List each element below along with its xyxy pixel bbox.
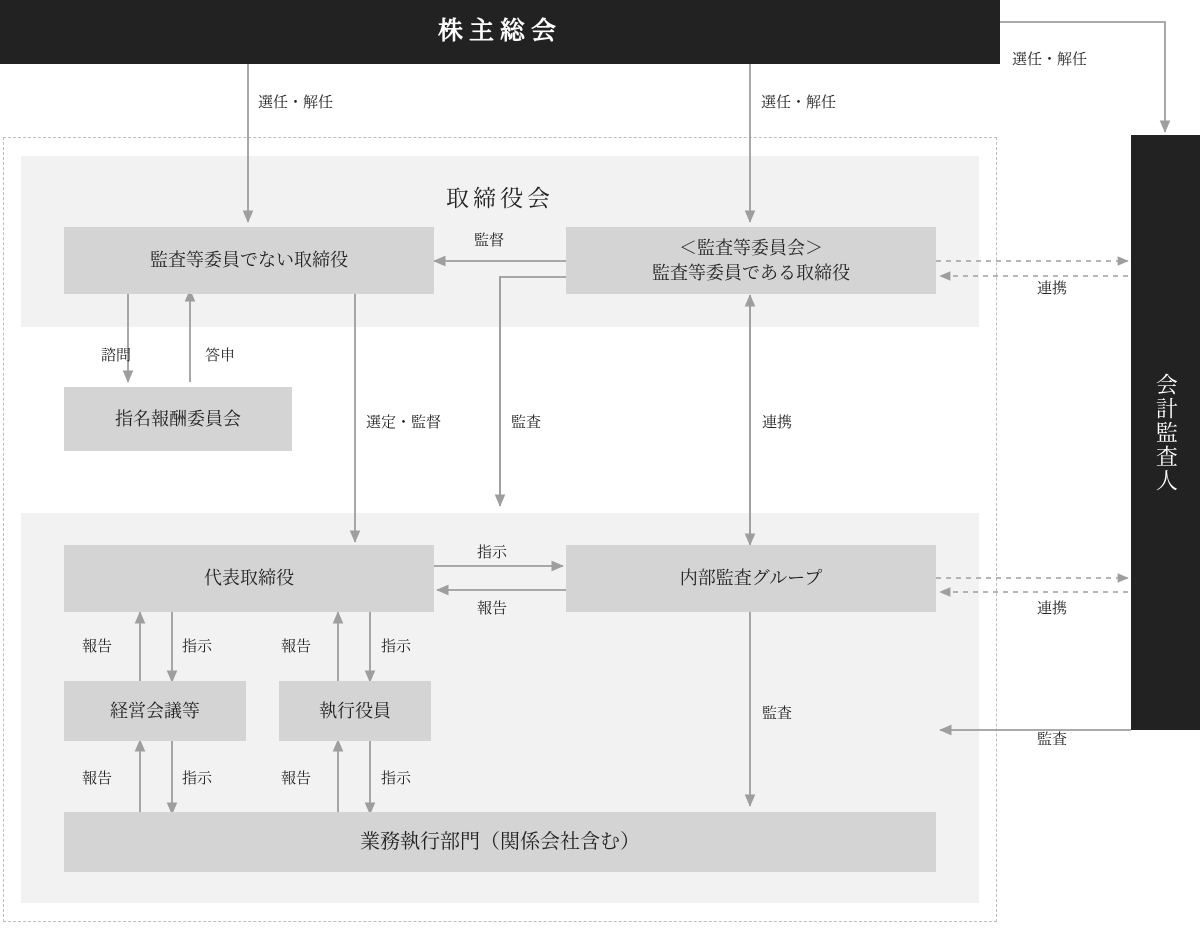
edge-label-cooperate-top: 連携	[1037, 280, 1068, 297]
node-nomination-compensation-committee-label: 指名報酬委員会	[115, 408, 241, 429]
edge-label-instruct-internal-audit: 指示	[477, 544, 508, 561]
node-audit-committee-label-line1: ＜監査等委員会＞	[679, 238, 823, 259]
node-audit-committee	[566, 227, 936, 294]
edge-label-supervise: 監督	[474, 232, 505, 249]
edge-label-reply: 答申	[205, 347, 236, 364]
node-business-divisions	[64, 812, 936, 872]
node-executive-officers	[279, 681, 431, 741]
edge-label-instruct-executive-lower: 指示	[381, 770, 412, 787]
node-accounting-auditor-label: 会計監査人	[1153, 372, 1179, 493]
edge-label-audit-board: 監査	[511, 414, 542, 431]
edge-label-cooperate-internal-audit: 連携	[762, 414, 793, 431]
edge-label-report-internal-audit: 報告	[477, 600, 508, 617]
edge-label-audit-from-auditor: 監査	[1037, 731, 1068, 748]
edge-label-instruct-executive-upper: 指示	[381, 638, 412, 655]
edge-label-appoint-dismiss-left: 選任・解任	[258, 94, 334, 111]
node-non-audit-directors	[64, 227, 434, 294]
edge-label-select-supervise: 選定・監督	[366, 414, 442, 431]
edge-label-report-management-lower: 報告	[82, 770, 113, 787]
edge-label-appoint-dismiss-center: 選任・解任	[761, 94, 837, 111]
node-shareholders-meeting-label: 株主総会	[437, 17, 562, 46]
node-audit-committee-label-line2: 監査等委員である取締役	[652, 262, 850, 283]
node-management-meeting	[64, 681, 246, 741]
node-business-divisions-label: 業務執行部門（関係会社含む）	[360, 830, 640, 853]
node-shareholders-meeting	[0, 0, 1000, 64]
node-management-meeting-label: 経営会議等	[110, 700, 200, 721]
node-nomination-compensation-committee	[64, 387, 292, 451]
node-representative-director	[64, 545, 434, 612]
edge-label-instruct-management-upper: 指示	[182, 638, 213, 655]
edge-label-instruct-management-lower: 指示	[182, 770, 213, 787]
edge-label-consult: 諮問	[101, 347, 132, 364]
edge-label-audit-business: 監査	[762, 705, 793, 722]
edge-label-report-management-upper: 報告	[82, 638, 113, 655]
edge-label-appoint-dismiss-right: 選任・解任	[1012, 51, 1088, 68]
board-panel-title: 取締役会	[446, 185, 554, 211]
node-accounting-auditor	[1131, 135, 1200, 730]
node-non-audit-directors-label: 監査等委員でない取締役	[150, 250, 348, 271]
edge-label-cooperate-mid: 連携	[1037, 600, 1068, 617]
edge-label-report-executive-lower: 報告	[281, 770, 312, 787]
edge-label-report-executive-upper: 報告	[281, 638, 312, 655]
node-internal-audit-group-label: 内部監査グループ	[679, 568, 823, 589]
node-internal-audit-group	[566, 545, 936, 612]
node-representative-director-label: 代表取締役	[204, 568, 294, 589]
node-executive-officers-label: 執行役員	[319, 700, 391, 721]
